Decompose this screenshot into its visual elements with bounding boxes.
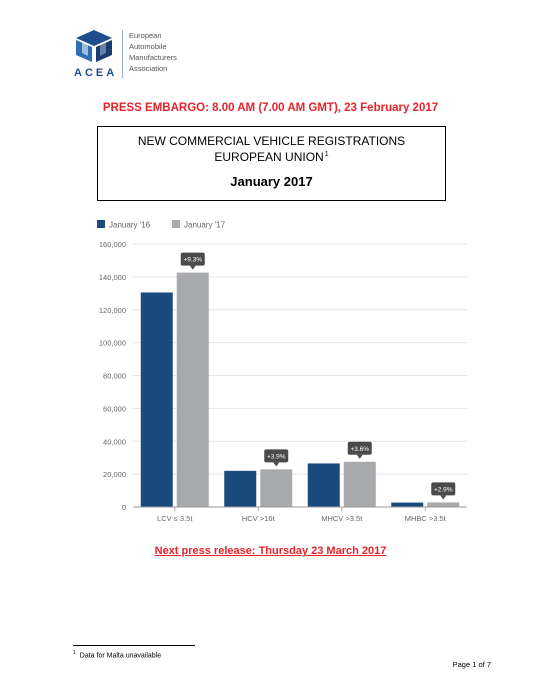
footnote-text: Data for Malta unavailable: [79, 652, 162, 660]
acea-logo-mark: [72, 28, 116, 66]
y-tick-label: 60,000: [103, 404, 126, 414]
change-label-pointer: [273, 462, 279, 466]
y-tick-label: 0: [121, 503, 126, 512]
footnote-mark: 1: [73, 650, 76, 656]
change-label: +3.6%: [350, 445, 370, 453]
change-label-pointer: [190, 266, 196, 270]
bar-jan16: [224, 471, 256, 507]
x-tick-label: MHBC >3.5t: [404, 514, 446, 523]
y-tick-label: 80,000: [103, 371, 126, 381]
legend-label: January '17: [184, 220, 226, 230]
next-press-release: Next press release: Thursday 23 March 2017: [154, 545, 387, 557]
change-label: +9.3%: [183, 256, 203, 264]
change-label: +2.9%: [433, 486, 453, 494]
acea-logo: [72, 28, 202, 80]
y-tick-label: 140,000: [98, 272, 126, 282]
bar-jan17: [260, 469, 292, 507]
logo-acronym: ACEA: [74, 67, 118, 79]
y-tick-label: 40,000: [103, 437, 126, 447]
registrations-bar-chart: [0, 210, 541, 540]
logo-name-line: Automobile: [129, 42, 167, 51]
legend-label: January '16: [109, 220, 151, 230]
logo-organization-name: [129, 30, 177, 74]
title-line-2-text: EUROPEAN UNION: [214, 150, 324, 164]
bar-jan17: [427, 502, 459, 507]
page-number: Page 1 of 7: [452, 660, 491, 669]
footnote: [73, 650, 161, 659]
bar-jan16: [141, 292, 173, 507]
x-axis: [133, 507, 467, 523]
chart-bars: [141, 273, 460, 507]
title-line-1: NEW COMMERCIAL VEHICLE REGISTRATIONS: [137, 134, 406, 148]
report-period: January 2017: [230, 174, 313, 189]
legend-swatch: [172, 220, 180, 228]
y-axis: [99, 240, 126, 512]
logo-name-line: European: [129, 31, 162, 40]
y-tick-label: 20,000: [103, 470, 126, 480]
title-box: [97, 126, 446, 201]
logo-name-line: Manufacturers: [129, 53, 177, 62]
bar-jan17: [177, 273, 209, 507]
footnote-reference: 1: [324, 151, 329, 158]
press-embargo-notice: PRESS EMBARGO: 8.00 AM (7.00 AM GMT), 23 February 2017: [102, 102, 439, 114]
legend-swatch: [97, 220, 105, 228]
change-label-pointer: [440, 495, 446, 499]
bar-jan16: [391, 503, 423, 507]
title-line-2: [98, 150, 445, 164]
x-tick-label: MHCV >3.5t: [321, 514, 363, 523]
change-labels: [181, 253, 456, 500]
change-label: +3.9%: [266, 453, 286, 461]
change-label-pointer: [357, 455, 363, 459]
x-tick-label: LCV ≤ 3.5t: [157, 514, 193, 523]
y-tick-label: 100,000: [98, 338, 126, 348]
bar-jan17: [344, 462, 376, 507]
bar-jan16: [308, 463, 340, 507]
chart-legend: [97, 220, 226, 230]
y-tick-label: 160,000: [98, 240, 126, 249]
x-tick-label: HCV >16t: [241, 514, 275, 523]
footnote-separator: [73, 645, 195, 646]
logo-name-line: Association: [129, 64, 168, 73]
logo-divider: [122, 30, 123, 78]
y-tick-label: 120,000: [98, 305, 126, 315]
